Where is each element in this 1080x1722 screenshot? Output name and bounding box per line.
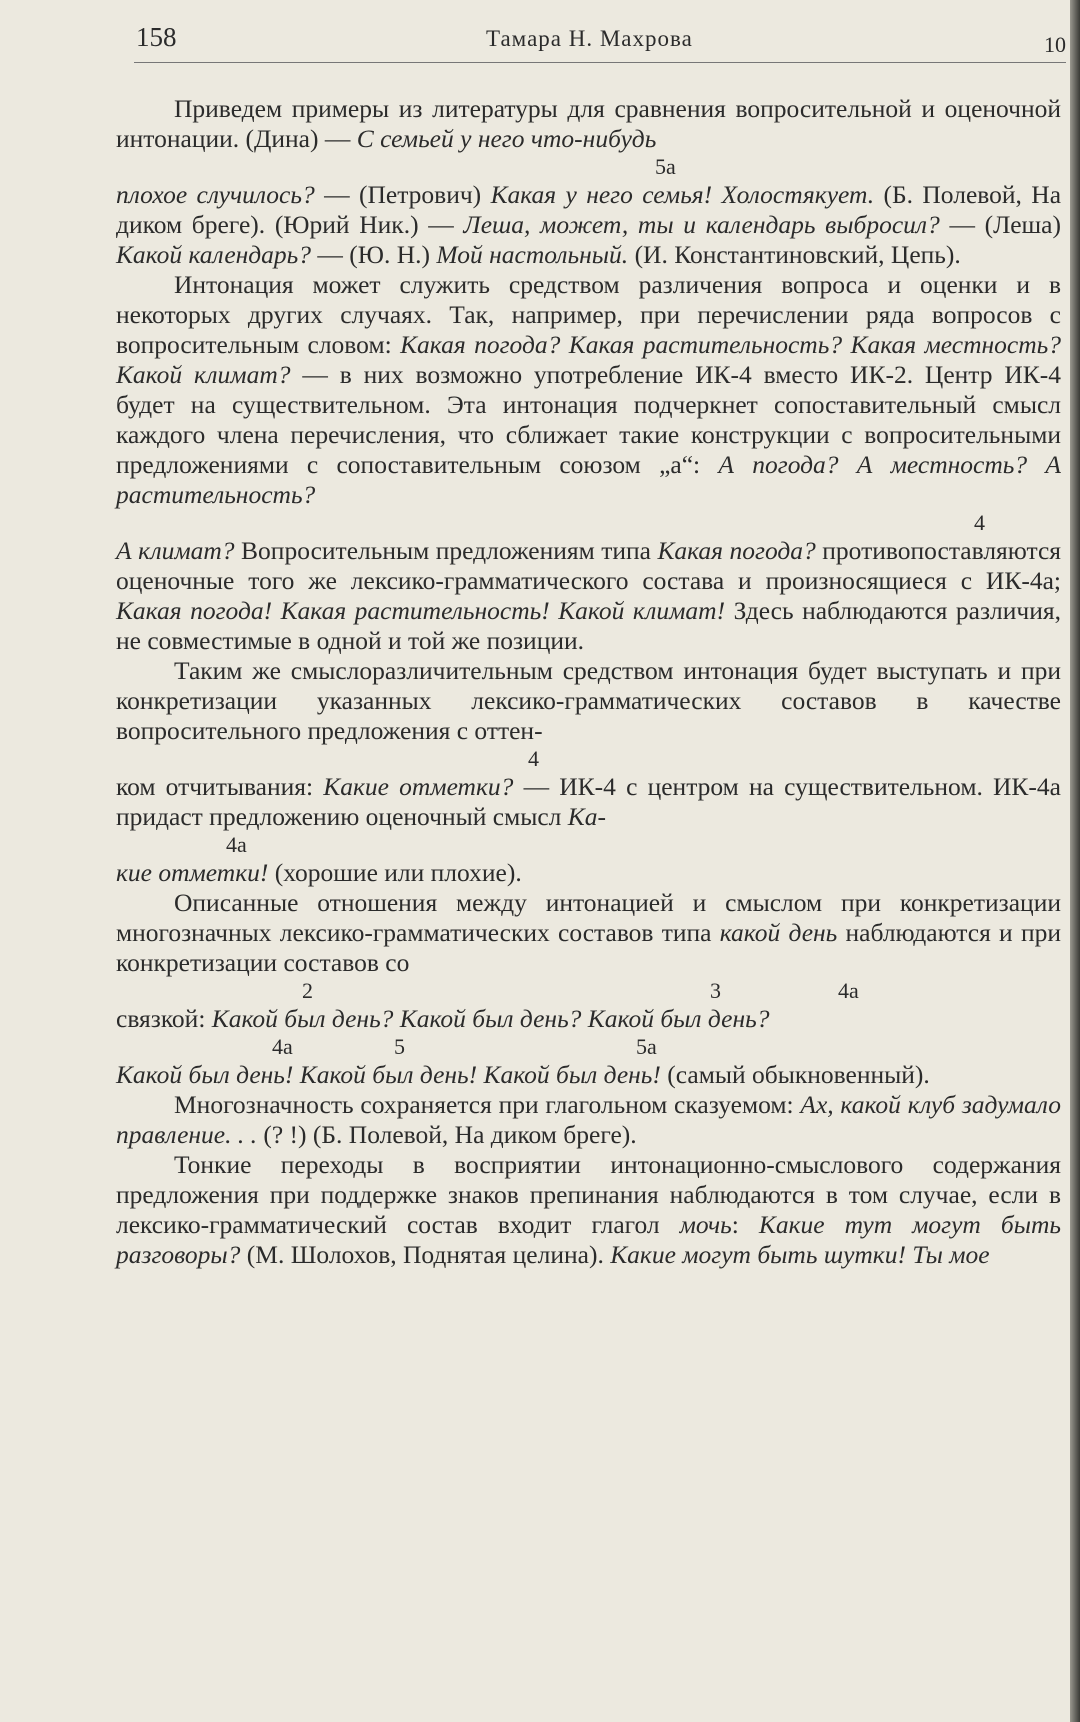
text: — ИК-4 с центром на существительном. ИК-4а придаст предложению оценочный смысл (116, 772, 1061, 831)
example: плохое случилось? (116, 180, 315, 209)
paragraph-6 (116, 1150, 1061, 1270)
ik-label: 4а (226, 832, 247, 857)
example: кие отметки! (116, 858, 269, 887)
intonation-mark (116, 832, 1061, 858)
paragraph-5 (116, 1090, 1061, 1150)
text: ком отчитывания: (116, 772, 324, 801)
text: Вопросительным предложениям типа (234, 536, 658, 565)
example: Мой настольный. (436, 240, 629, 269)
example: А погода? А местность? А растительность? (116, 450, 1061, 509)
example: А климат? (116, 536, 235, 565)
intonation-mark (116, 154, 1061, 180)
example: Какие тут могут быть разговоры? (116, 1210, 1061, 1269)
text: : (731, 1210, 759, 1239)
text: связкой: (116, 1004, 212, 1033)
example: Какая погода? (657, 536, 816, 565)
page-body (116, 94, 1061, 1270)
text: — (Ю. Н.) (311, 240, 437, 269)
text: (М. Шолохов, Поднятая целина). (240, 1240, 611, 1269)
text: Интонация может служить средством различения вопроса и оценки и в некоторых других случаях. Так, например, при перечислении ряда вопросов с вопросительным словом: (116, 270, 1061, 359)
text: — (Петрович) (314, 180, 491, 209)
next-page-number: 10 (1044, 32, 1066, 57)
paragraph-2 (116, 270, 1061, 656)
example: Какие отметки? (323, 772, 514, 801)
example: Какая погода! Какая растительность! Какой климат! (116, 596, 726, 625)
text: Описанные отношения между интонацией и смыслом при конкретизации многозначных лексико-грамматических составов типа (116, 888, 1061, 947)
intonation-mark (116, 510, 1061, 536)
text: противопоставляются оценочные того же лексико-грамматического состава и произносящиеся с ИК-4а; (116, 536, 1061, 595)
example: мочь (679, 1210, 732, 1239)
text: Таким же смыслоразличительным средством интонация будет выступать и при конкретизации указанных лексико-грамматических составов в качестве вопросительного предложения с оттен- (116, 656, 1061, 745)
example: Какая у него семья! Холостякует. (490, 180, 875, 209)
ik-label: 4 (528, 746, 539, 771)
paragraph-3 (116, 656, 1061, 888)
example: Леша, может, ты и календарь выбросил? (463, 210, 940, 239)
ik-label: 3 (710, 978, 721, 1003)
page-header (136, 18, 1066, 62)
text: Многозначность сохраняется при глагольном сказуемом: (174, 1090, 801, 1119)
intonation-mark (116, 746, 1061, 772)
text: (самый обыкновенный). (660, 1060, 930, 1089)
paragraph-1 (116, 94, 1061, 270)
text: — (Леша) (939, 210, 1061, 239)
ik-label: 5а (636, 1034, 657, 1059)
example: Какой был день! Какой был день! Какой был день! (116, 1060, 661, 1089)
page-number: 158 (136, 22, 177, 52)
text: (хорошие или плохие). (268, 858, 522, 887)
text: — в них возможно употребление ИК-4 вместо ИК-2. Центр ИК-4 будет на существительном. Эта интонация подчеркнет сопоставительный смысл каждого члена перечисления, что сближает такие конструкции с вопросительными предложениями с сопоставительным союзом „а“: (116, 360, 1062, 479)
intonation-mark-row (116, 978, 1061, 1004)
example: Ка- (567, 802, 606, 831)
intonation-mark-row (116, 1034, 1061, 1060)
example: Какой календарь? (116, 240, 312, 269)
example: Ах, какой клуб задумало правление. . . (116, 1090, 1061, 1149)
paragraph-4 (116, 888, 1061, 1090)
example: Какой был день? Какой был день? Какой был день? (211, 1004, 770, 1033)
example: Какие могут быть шутки! Ты мое (610, 1240, 990, 1269)
page-edge-shadow (1070, 0, 1080, 1722)
example: какой день (719, 918, 838, 947)
ik-label: 4а (838, 978, 859, 1003)
text: Тонкие переходы в восприятии интонационно-смыслового содержания предложения при поддержке знаков препинания наблюдаются в том случае, если в лексико-грамматический состав входит глагол (116, 1150, 1061, 1239)
running-head: Тамара Н. Махрова (486, 26, 693, 51)
text: (? !) (Б. Полевой, На диком бреге). (257, 1120, 637, 1149)
text: (Б. Полевой, На диком бреге). (Юрий Ник.) — (116, 180, 1062, 239)
text: наблюдаются и при конкретизации составов со (116, 918, 1061, 977)
text: Здесь наблюдаются различия, не совместимые в одной и той же позиции. (116, 596, 1061, 655)
example: Какая погода? Какая растительность? Какая местность? Какой климат? (116, 330, 1061, 389)
header-rule (134, 62, 1066, 63)
example: С семьей у него что-нибудь (356, 124, 657, 153)
ik-label: 4а (272, 1034, 293, 1059)
ik-label: 5а (655, 154, 676, 179)
ik-label: 5 (394, 1034, 405, 1059)
ik-label: 4 (974, 510, 985, 535)
text: Приведем примеры из литературы для сравнения вопросительной и оценочной интонации. (Дина) — (116, 94, 1061, 153)
text: (И. Константиновский, Цепь). (628, 240, 961, 269)
ik-label: 2 (302, 978, 313, 1003)
